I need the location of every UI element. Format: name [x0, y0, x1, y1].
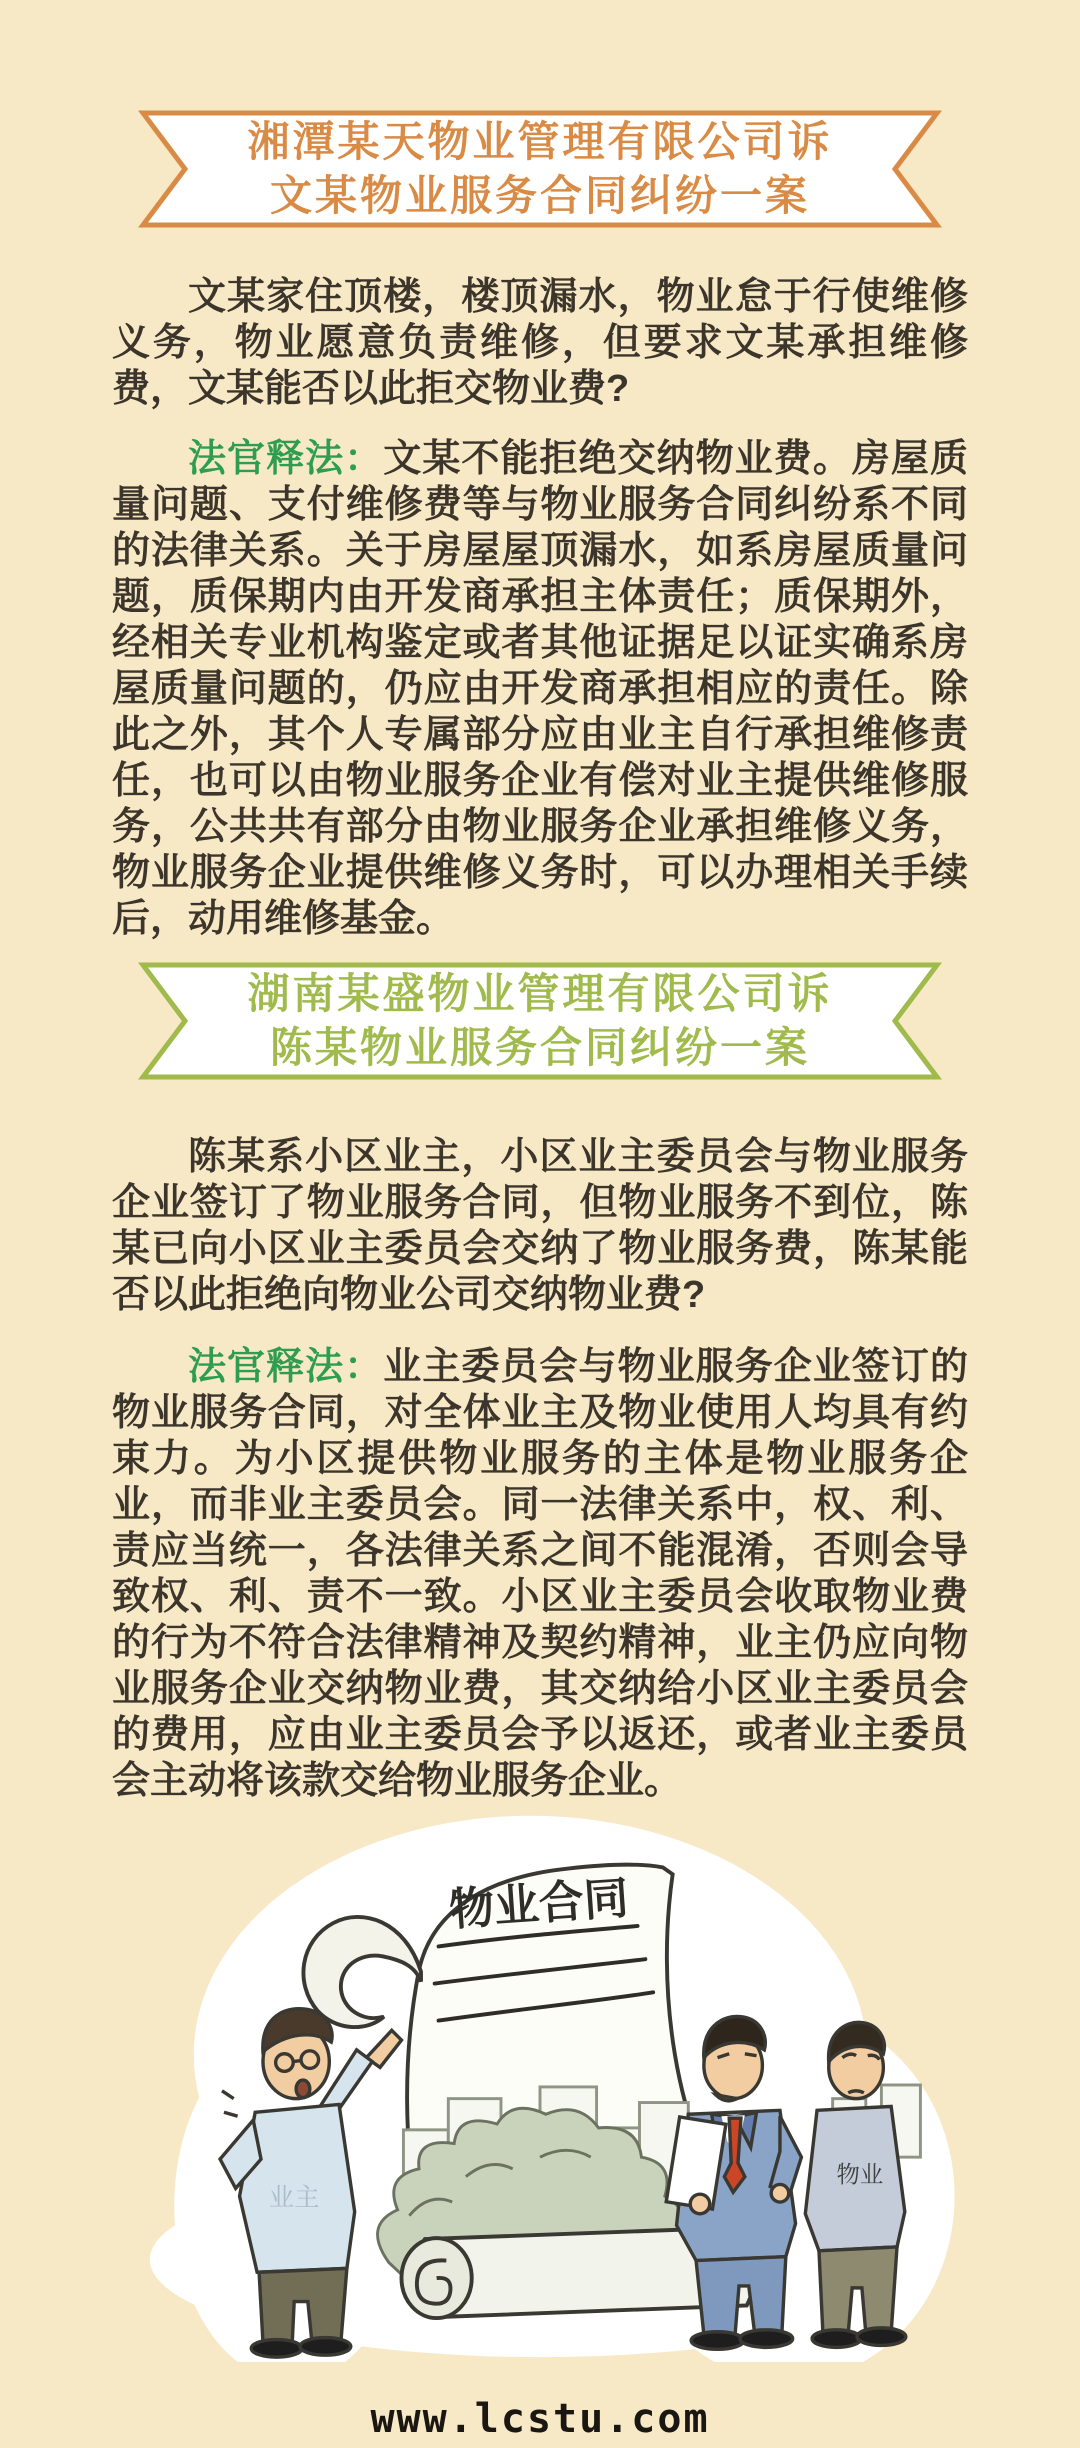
staff-shirt-label: 物业: [836, 2161, 884, 2188]
case1-title-line1: 湘潭某天物业管理有限公司诉: [247, 117, 833, 165]
case2-judge-label: 法官释法：: [188, 1346, 384, 1388]
case1-question: 文某家住顶楼，楼顶漏水，物业怠于行使维修义务，物业愿意负责维修，但要求文某承担维修费，文某能否以此拒交物业费?: [112, 276, 968, 410]
legal-case-poster: [0, 108, 1080, 2448]
article-body: [0, 274, 1080, 1804]
case1-judge-label: 法官释法：: [188, 438, 384, 480]
case1-answer-text: 文某不能拒绝交纳物业费。房屋质量问题、支付维修费等与物业服务合同纠纷系不同的法律关系。关于房屋屋顶漏水，如系房屋质量问题，质保期内由开发商承担主体责任；质保期外，经相关专业机构鉴定或者其他证据足以证实确系房屋质量问题的，仍应由开发商承担相应的责任。除此之外，其个人专属部分应由业主自行承担维修责任，也可以由物业服务企业有偿对业主提供维修服务，公共共有部分由物业服务企业承担维修义务，物业服务企业提供维修义务时，可以办理相关手续后，动用维修基金。: [112, 438, 968, 940]
cartoon-svg: [100, 1806, 980, 2362]
case2-question: 陈某系小区业主，小区业主委员会与物业服务企业签订了物业服务合同，但物业服务不到位，陈某已向小区业主委员会交纳了物业服务费，陈某能否以此拒绝向物业公司交纳物业费?: [112, 1136, 968, 1316]
case1-title-line2: 文某物业服务合同纠纷一案: [269, 172, 810, 219]
site-watermark: www.lcstu.com: [370, 2396, 710, 2442]
case2-title-line2: 陈某物业服务合同纠纷一案: [269, 1024, 810, 1071]
case1-answer: [112, 436, 968, 942]
contract-cartoon-illustration: [100, 1806, 980, 2362]
case2-banner: [117, 960, 963, 1082]
case2-answer: [112, 1344, 968, 1804]
case2-title-line1: 湖南某盛物业管理有限公司诉: [247, 969, 833, 1017]
case1-banner: [117, 108, 963, 230]
scroll-title-text: 物业合同: [447, 1871, 631, 1936]
case2-answer-text: 业主委员会与物业服务企业签订的物业服务合同，对全体业主及物业使用人均具有约束力。为小区提供物业服务的主体是物业服务企业，而非业主委员会。同一法律关系中，权、利、责应当统一，各法律关系之间不能混淆，否则会导致权、利、责不一致。小区业主委员会收取物业费的行为不符合法律精神及契约精神，业主仍应向物业服务企业交纳物业费，其交纳给小区业主委员会的费用，应由业主委员会予以返还，或者业主委员会主动将该款交给物业服务企业。: [112, 1346, 968, 1802]
owner-shirt-label: 业主: [268, 2183, 320, 2212]
